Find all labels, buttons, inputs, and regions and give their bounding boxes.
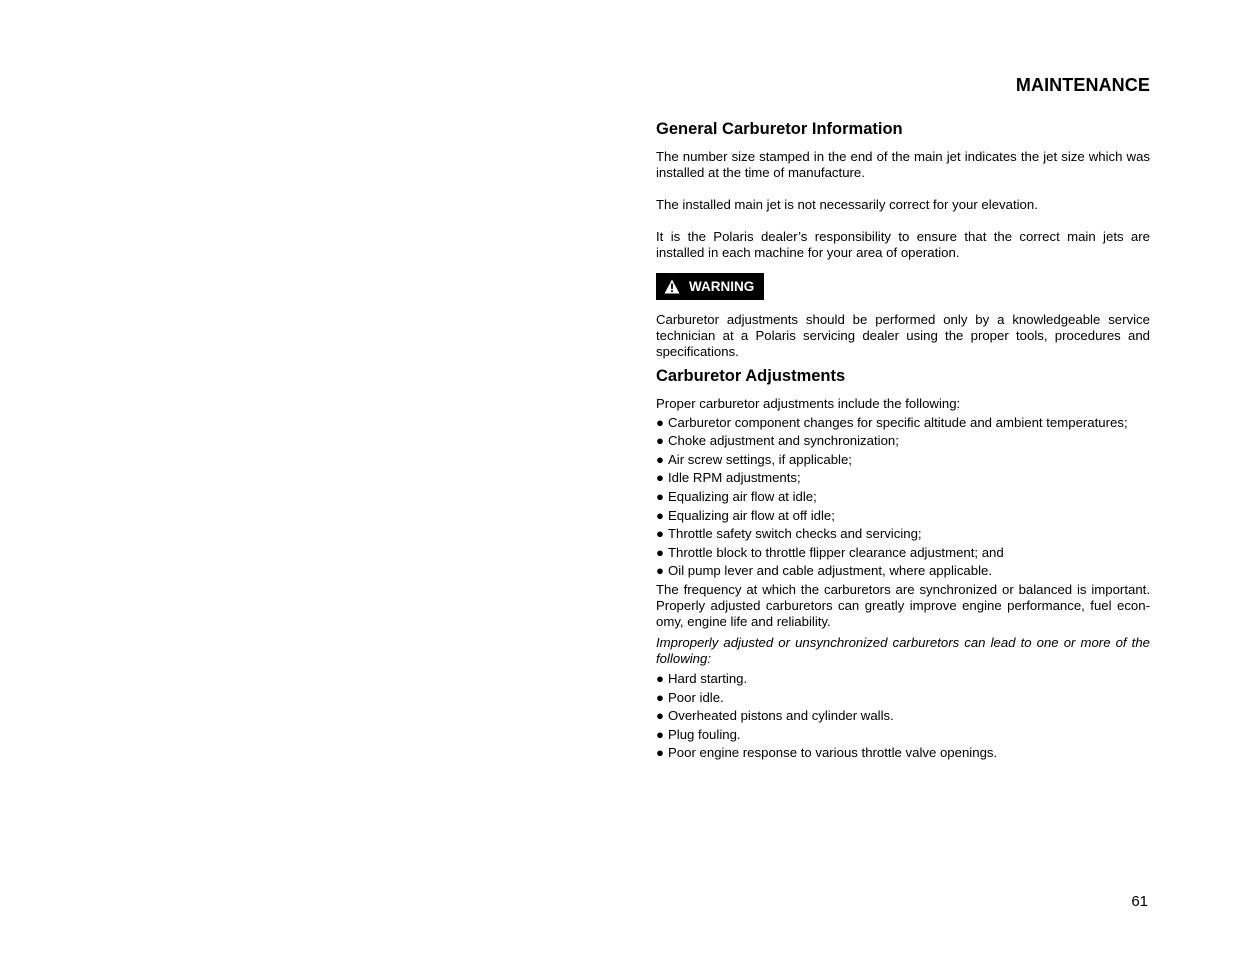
bullet-icon: ● xyxy=(656,414,664,430)
page-content xyxy=(656,118,1150,764)
paragraph-main-jet-size: The number size stamped in the end of the main jet indicates the jet size which was installed at the time of manufacture. xyxy=(656,149,1150,180)
list-item: ● Poor idle. xyxy=(656,689,724,705)
problems-list xyxy=(656,671,1150,761)
list-item: ● Hard starting. xyxy=(656,670,748,686)
list-item: ● Overheated pistons and cylinder walls. xyxy=(656,708,894,724)
bullet-icon: ● xyxy=(656,470,664,486)
list-item: ● Equalizing air flow at idle; xyxy=(656,488,817,504)
bullet-icon: ● xyxy=(656,451,664,467)
warning-triangle-icon xyxy=(664,279,680,294)
list-item: ● Choke adjustment and synchronization; xyxy=(656,433,899,449)
warning-label: WARNING xyxy=(689,278,755,294)
bullet-icon: ● xyxy=(656,708,664,724)
list-item: ● Throttle block to throttle flipper clearance adjustment; and xyxy=(656,544,1004,560)
carburetor-adjustments-heading: Carburetor Adjustments xyxy=(656,367,846,385)
paragraph-elevation: The installed main jet is not necessarily correct for your elevation. xyxy=(656,197,1038,212)
bullet-icon: ● xyxy=(656,563,664,579)
list-item: ● Carburetor component changes for specific altitude and ambient temperatures; xyxy=(656,414,1128,430)
page-number: 61 xyxy=(1131,893,1148,910)
list-item: ● Air screw settings, if applicable; xyxy=(656,451,852,467)
list-item: ● Poor engine response to various throttle valve openings. xyxy=(656,745,998,761)
bullet-icon: ● xyxy=(656,507,664,523)
warning-text: Carburetor adjustments should be performed only by a knowledgeable service technician at a Polaris servicing dealer using the proper tools, procedures and specifications. xyxy=(656,312,1150,359)
bullet-icon: ● xyxy=(656,544,664,560)
bullet-icon: ● xyxy=(656,433,664,449)
adjustments-list xyxy=(656,415,1150,580)
problems-intro: Improperly adjusted or unsynchronized carburetors can lead to one or more of the following: xyxy=(656,634,1150,666)
bullet-icon: ● xyxy=(656,726,664,742)
general-carburetor-heading: General Carburetor Information xyxy=(656,120,903,138)
adjustments-intro: Proper carburetor adjustments include the following: xyxy=(656,396,961,411)
bullet-icon: ● xyxy=(656,488,664,504)
list-item: ● Oil pump lever and cable adjustment, where applicable. xyxy=(656,563,993,579)
bullet-icon: ● xyxy=(656,670,664,686)
list-item: ● Throttle safety switch checks and servicing; xyxy=(656,526,922,542)
paragraph-dealer-responsibility: It is the Polaris dealer’s responsibility to ensure that the correct main jets are installed in each machine for your area of operation. xyxy=(656,229,1150,260)
frequency-paragraph: The frequency at which the carburetors are synchronized or balanced is important. Properly adjusted carburetors can greatly improve engine performance, fuel econ- omy, engine life and reliability. xyxy=(656,581,1150,629)
section-title: MAINTENANCE xyxy=(1015,75,1150,95)
warning-badge xyxy=(656,273,764,300)
bullet-icon: ● xyxy=(656,689,664,705)
bullet-icon: ● xyxy=(656,526,664,542)
bullet-icon: ● xyxy=(656,745,664,761)
list-item: ● Plug fouling. xyxy=(656,726,741,742)
list-item: ● Equalizing air flow at off idle; xyxy=(656,507,835,523)
list-item: ● Idle RPM adjustments; xyxy=(656,470,801,486)
